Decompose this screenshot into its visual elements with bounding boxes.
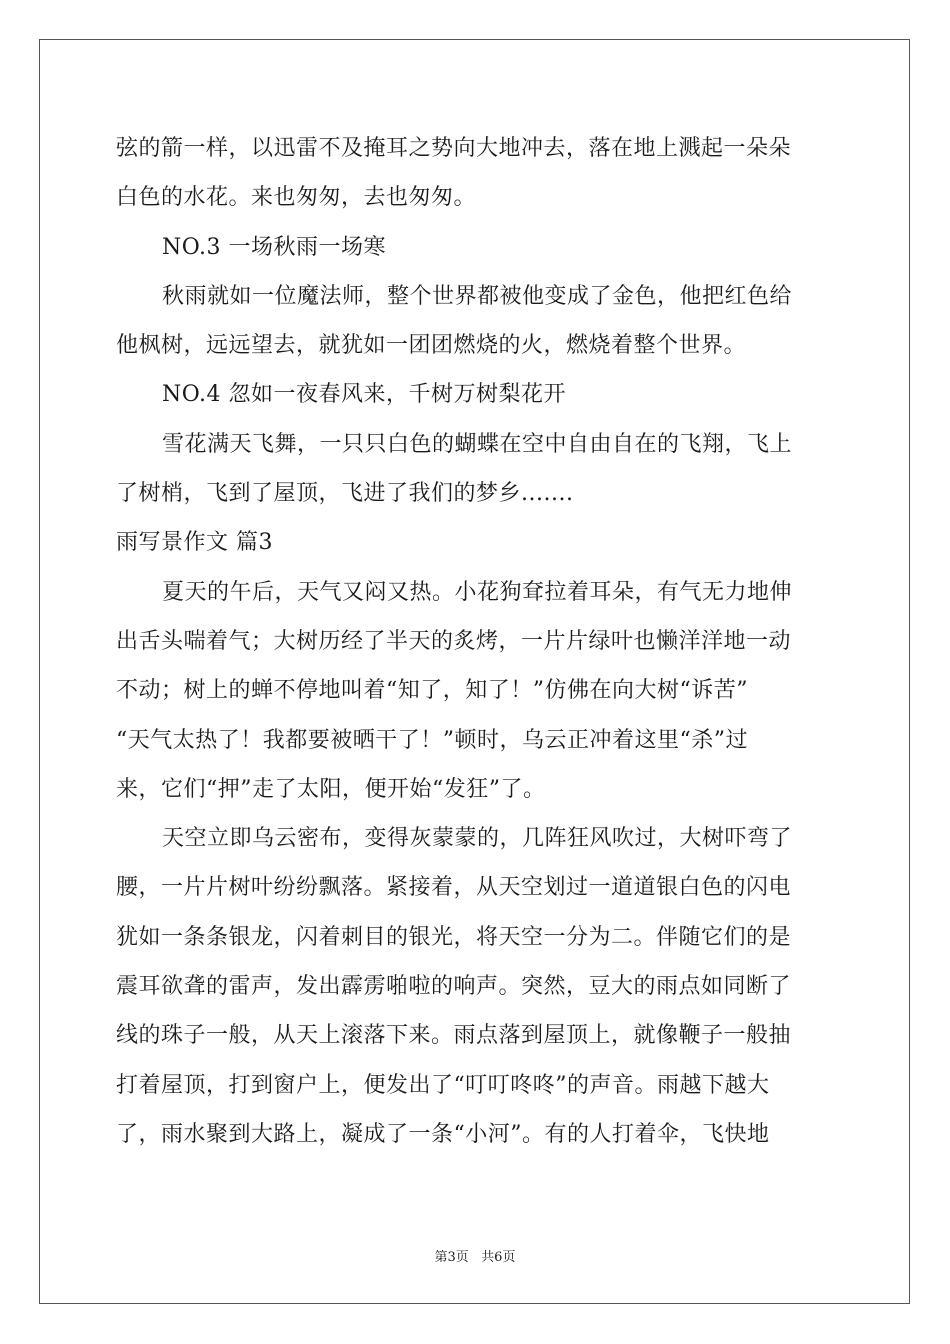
document-body: [116, 124, 836, 1159]
text-line: “天气太热了！我都要被晒干了！”顿时，乌云正冲着这里“杀”过: [116, 727, 748, 753]
text-line: 白色的水花。来也匆匆，去也匆匆。: [116, 185, 477, 211]
page-number-footer: 第3页 共6页: [434, 1250, 516, 1265]
text-line: 天空立即乌云密布，变得灰蒙蒙的，几阵狂风吹过，大树吓弯了: [162, 826, 793, 852]
essay-title: 雨写景作文 篇3: [116, 530, 273, 556]
text-line: 不动；树上的蝉不停地叫着“知了，知了！”仿佛在向大树“诉苦”: [116, 678, 748, 704]
text-line: 打着屋顶，打到窗户上，便发出了“叮叮咚咚”的声音。雨越下越大: [116, 1072, 770, 1098]
text-line: 夏天的午后，天气又闷又热。小花狗耷拉着耳朵，有气无力地伸: [162, 579, 793, 605]
text-line: 出舌头喘着气；大树历经了半天的炙烤，一片片绿叶也懒洋洋地一动: [116, 628, 792, 654]
text-line: 腰，一片片树叶纷纷飘落。紧接着，从天空划过一道道银白色的闪电: [116, 875, 792, 901]
text-line: 了树梢，飞到了屋顶，飞进了我们的梦乡.......: [116, 481, 574, 507]
text-line: 雪花满天飞舞，一只只白色的蝴蝶在空中自由自在的飞翔，飞上: [162, 431, 793, 457]
text-line: 犹如一条条银龙，闪着刺目的银光，将天空一分为二。伴随它们的是: [116, 924, 792, 950]
text-line: 弦的箭一样，以迅雷不及掩耳之势向大地冲去，落在地上溅起一朵朵: [116, 136, 792, 161]
section-heading: NO.4 忽如一夜春风来，千树万树梨花开: [162, 382, 566, 408]
text-line: 震耳欲聋的雷声，发出霹雳啪啦的响声。突然，豆大的雨点如同断了: [116, 974, 792, 1000]
text-line: 他枫树，远远望去，就犹如一团团燃烧的火，燃烧着整个世界。: [116, 333, 747, 359]
text-line: 秋雨就如一位魔法师，整个世界都被他变成了金色，他把红色给: [162, 283, 793, 309]
text-line: 了，雨水聚到大路上，凝成了一条“小河”。有的人打着伞，飞快地: [116, 1121, 770, 1147]
section-heading: NO.3 一场秋雨一场寒: [162, 234, 386, 260]
text-line: 来，它们“押”走了太阳，便开始“发狂”了。: [116, 776, 546, 802]
text-line: 线的珠子一般，从天上滚落下来。雨点落到屋顶上，就像鞭子一般抽: [116, 1023, 792, 1049]
